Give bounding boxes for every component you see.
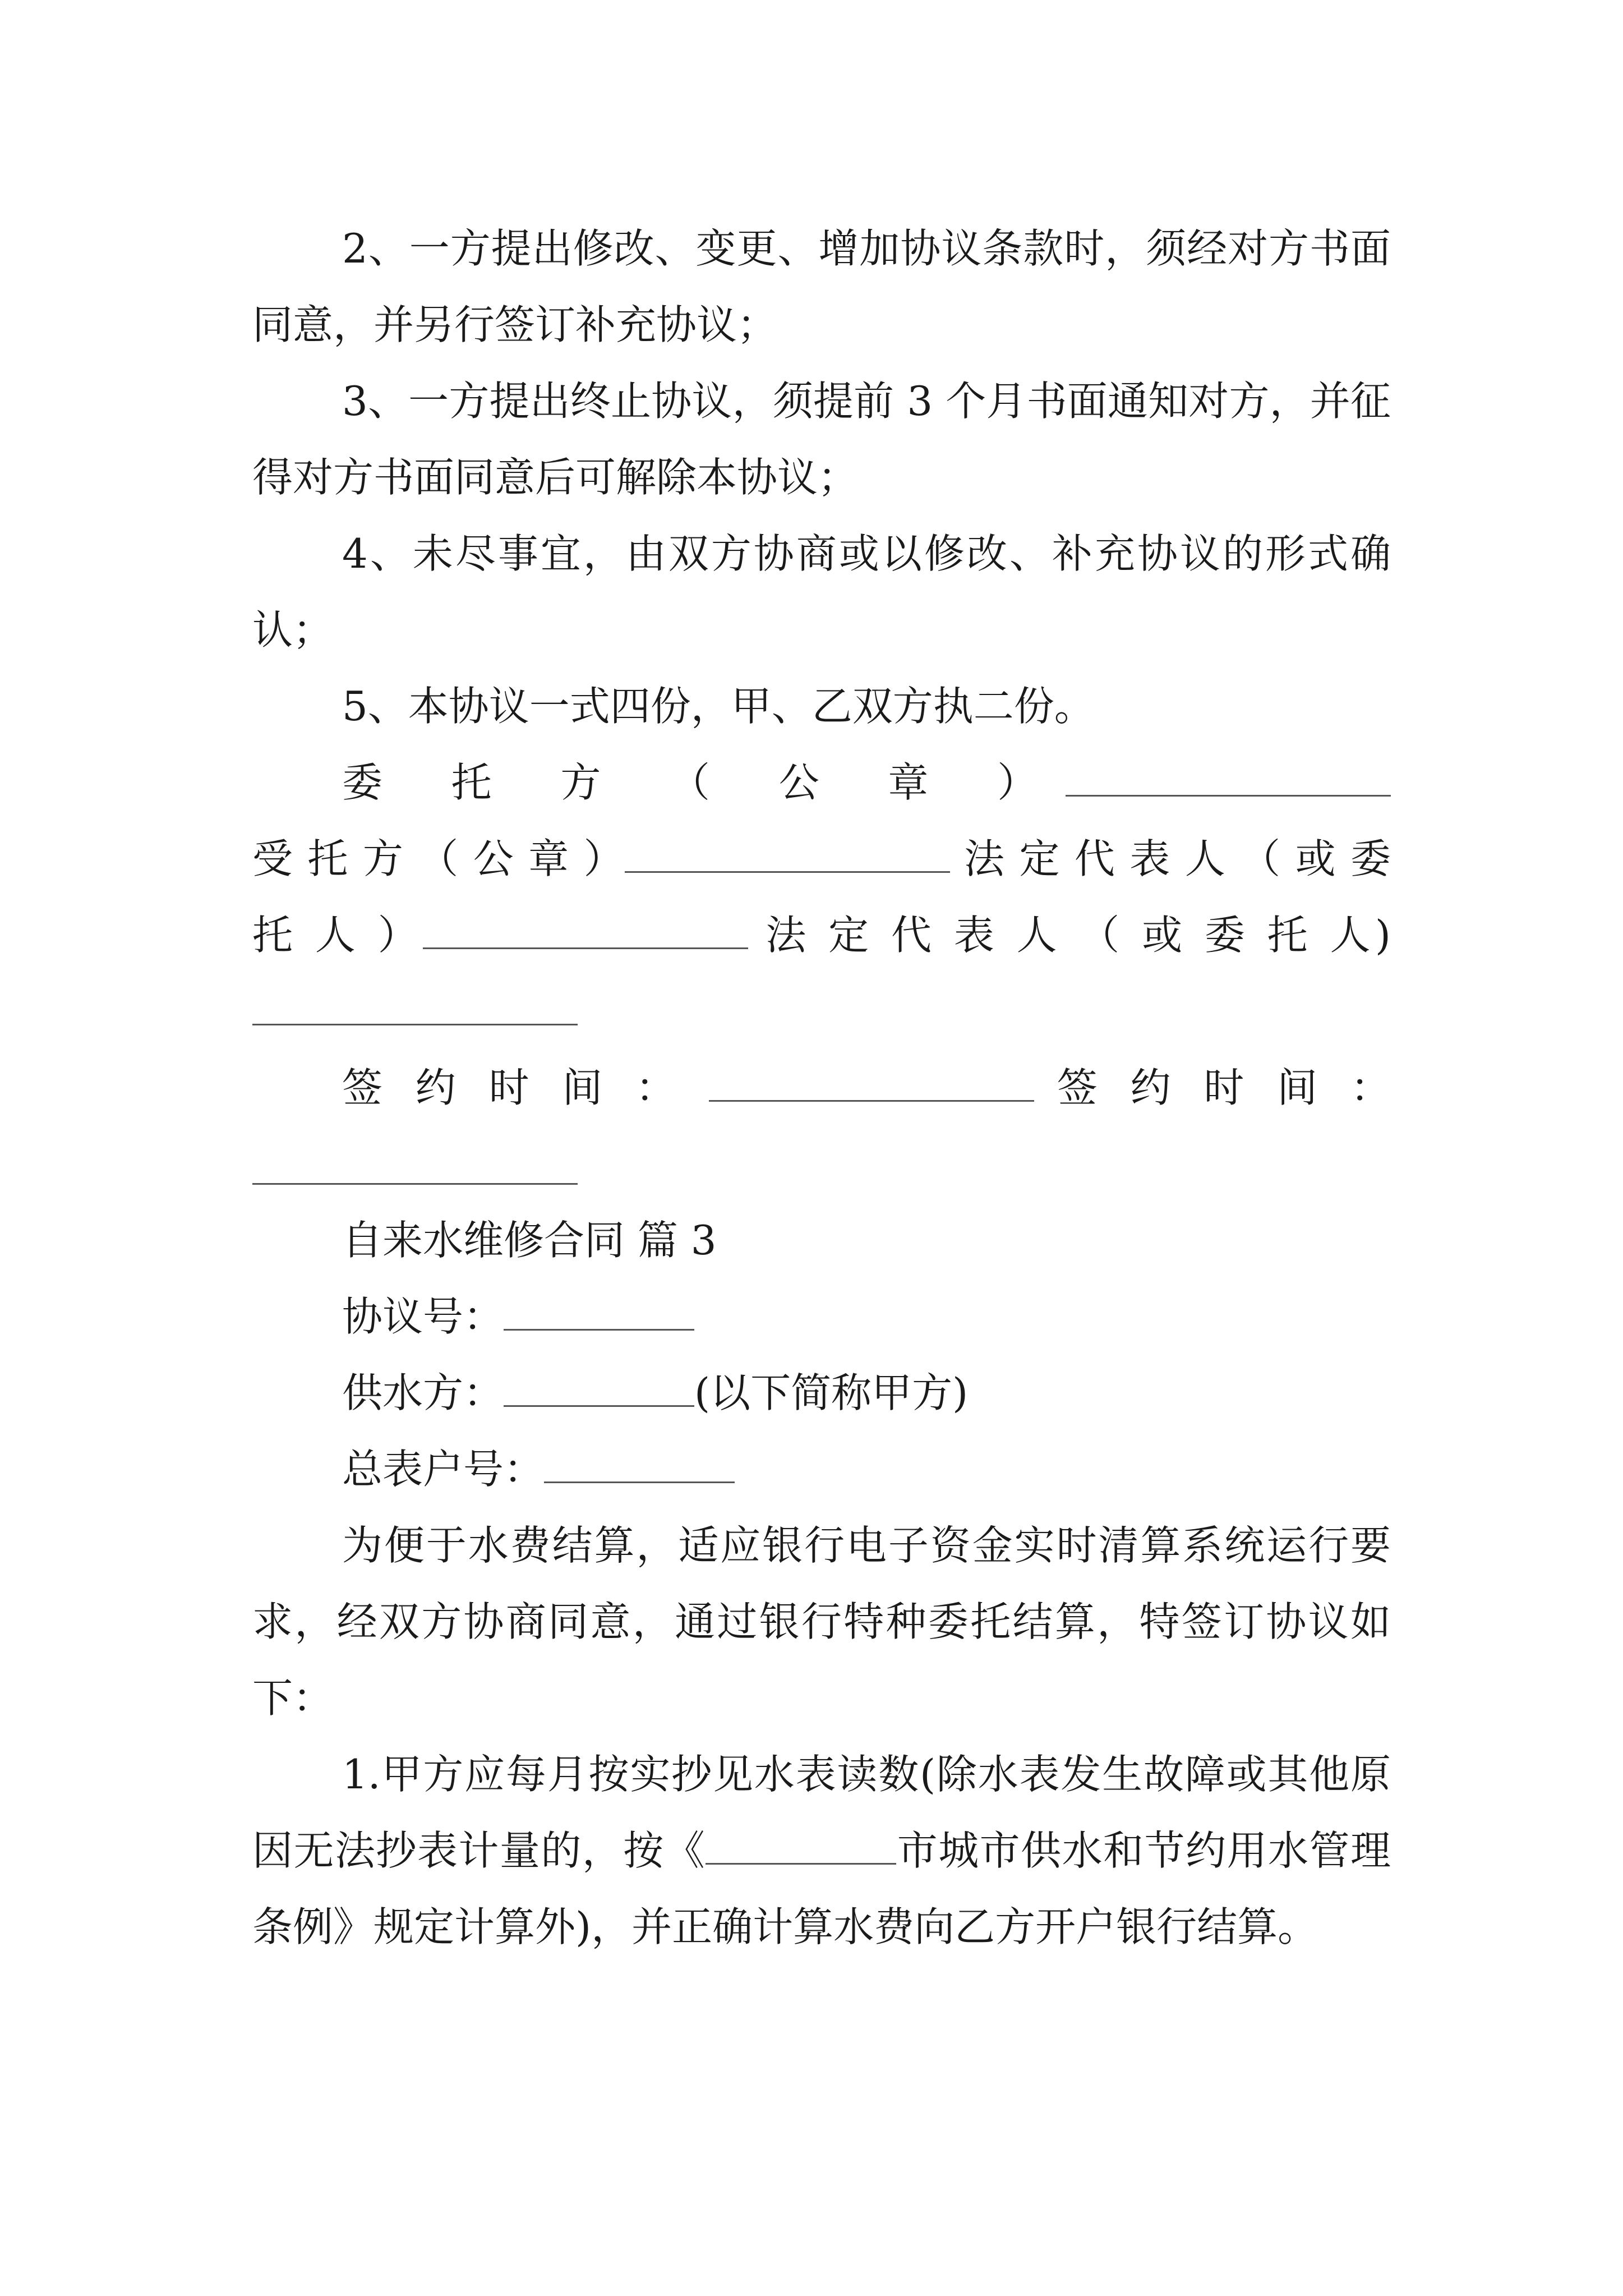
signing-date-line [252,1050,1391,1126]
item-1 [252,1736,1391,1965]
client-representative-blank[interactable] [423,913,748,949]
contractor-representative-blank[interactable] [252,989,578,1025]
agreement-number-line [252,1278,1391,1355]
intro-paragraph: 为便于水费结算，适应银行电子资金实时清算系统运行要求，经双方协商同意，通过银行特种委托结算，特签订协议如下： [252,1522,1391,1722]
supplier-line [252,1355,1391,1431]
signature-block [252,744,1391,1050]
contractor-representative-label: 法 定 代 表 人 （ 或 委 托 人) [766,912,1391,959]
contractor-seal-blank[interactable] [625,836,950,873]
item-1-text-start: 1.甲方应每月按实抄见水表读数(除水表发生故障或其他原因无法抄表计量的，按《 [252,1751,1391,1874]
client-signing-date-blank[interactable] [709,1065,1034,1102]
contractor-signing-date-blank[interactable] [252,1148,578,1185]
supplier-suffix: (以下简称甲方) [694,1369,969,1416]
agreement-number-blank[interactable] [504,1294,694,1331]
agreement-number-label: 协议号： [342,1293,504,1340]
meter-account-blank[interactable] [544,1447,735,1483]
supplier-blank[interactable] [504,1370,694,1407]
clause-5: 5、本协议一式四份，甲、乙双方执二份。 [342,683,1095,730]
contractor-seal-label: 受 托 方 （ 公 章 ） [252,835,625,882]
city-name-blank[interactable] [706,1828,896,1865]
client-representative-label: 法 定 代 表 人 （ 或 委 托 人 ） [252,835,1391,959]
client-seal-label: 委 托 方 （ 公 章 ） [342,759,1066,806]
meter-account-line [252,1431,1391,1507]
supplier-label: 供水方： [342,1369,504,1416]
item-1-text-end: 市城市供水和节约用水管理条例》规定计算外)，并正确计算水费向乙方开户银行结算。 [252,1827,1391,1950]
clause-3: 3、一方提出终止协议，须提前 3 个月书面通知对方，并征得对方书面同意后可解除本协议； [252,378,1391,501]
client-seal-blank[interactable] [1066,760,1391,797]
contractor-signing-date-label: 签 约 时 间 ： [1057,1064,1391,1111]
section-title: 自来水维修合同 篇 3 [342,1217,717,1264]
clause-2: 2、一方提出修改、变更、增加协议条款时，须经对方书面同意，并另行签订补充协议； [252,225,1391,348]
document-page [252,210,1391,1965]
clause-4: 4、未尽事宜，由双方协商或以修改、补充协议的形式确认； [252,530,1391,654]
client-signing-date-label: 签 约 时 间 ： [342,1064,686,1111]
meter-account-label: 总表户号： [342,1446,545,1493]
contractor-signing-date-line [252,1126,1391,1202]
